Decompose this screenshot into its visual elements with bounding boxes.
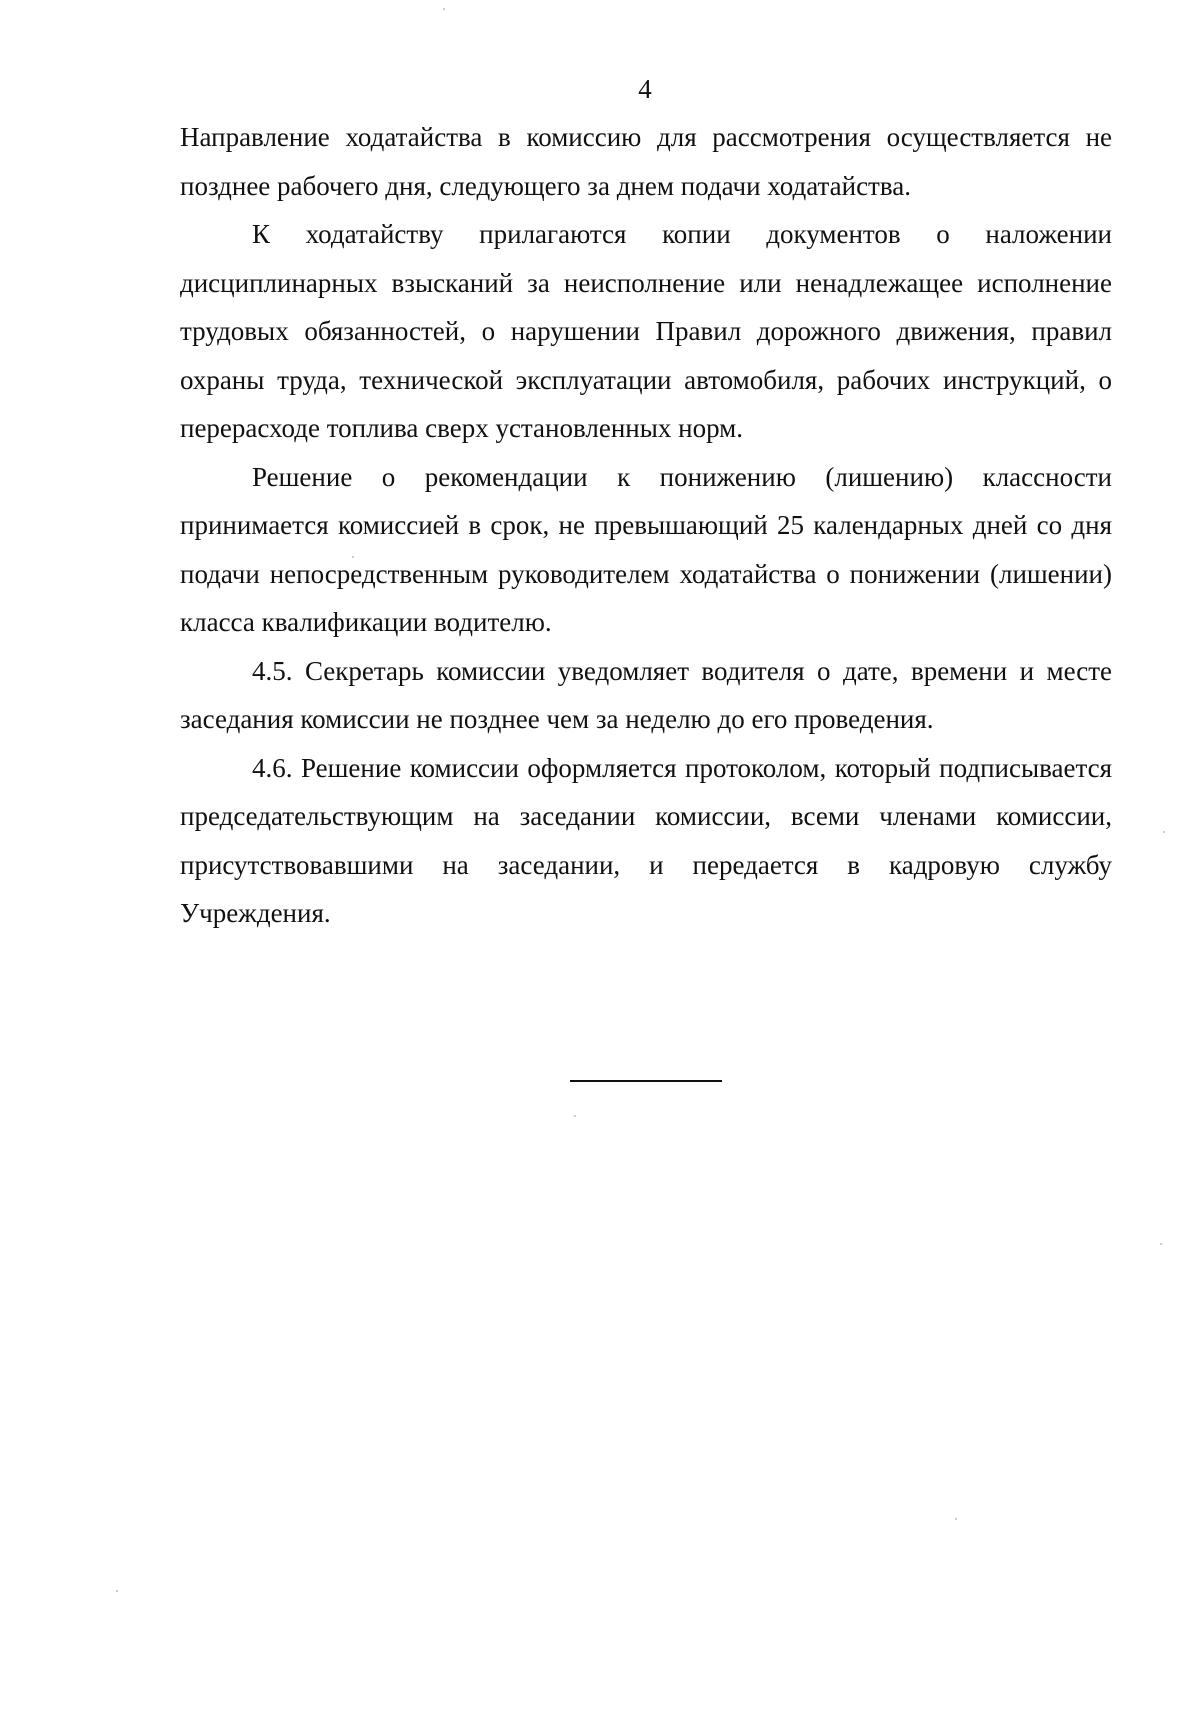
scan-speck xyxy=(443,8,445,10)
scan-speck xyxy=(574,1115,576,1117)
scan-speck xyxy=(352,556,354,558)
paragraph-protocol: 4.6. Решение комиссии оформляется протоколом, который подписывается председательствующим на заседании комиссии, всеми членами комиссии, присутствовавшими на заседании, и передается в кадровую службу Учреждения. xyxy=(180,752,1112,928)
page-number: 4 xyxy=(638,74,652,104)
scan-speck xyxy=(116,1590,118,1592)
paragraph-decision-term: Решение о рекомендации к понижению (лишению) классности принимается комиссией в срок, не превышающий 25 календарных дней со дня подачи непосредственным руководителем ходатайства о понижении (лишении) класса квалификации водителю. xyxy=(180,461,1112,637)
end-of-text-rule xyxy=(570,1080,722,1082)
scan-speck xyxy=(1160,1243,1162,1245)
document-body xyxy=(180,113,1112,938)
scan-speck xyxy=(1163,831,1165,833)
paragraph-secretary-notice: 4.5. Секретарь комиссии уведомляет водителя о дате, времени и месте заседания комиссии не позднее чем за неделю до его проведения. xyxy=(180,655,1112,734)
paragraph-petition-submission: Направление ходатайства в комиссию для рассмотрения осуществляется не позднее рабочего дня, следующего за днем подачи ходатайства. xyxy=(180,122,1112,201)
paragraph-attached-documents: К ходатайству прилагаются копии документов о наложении дисциплинарных взысканий за неисполнение или ненадлежащее исполнение трудовых обязанностей, о нарушении Правил дорожного движения, правил охраны труда, технической эксплуатации автомобиля, рабочих инструкций, о перерасходе топлива сверх установленных норм. xyxy=(180,219,1112,443)
scan-speck xyxy=(955,1518,957,1520)
